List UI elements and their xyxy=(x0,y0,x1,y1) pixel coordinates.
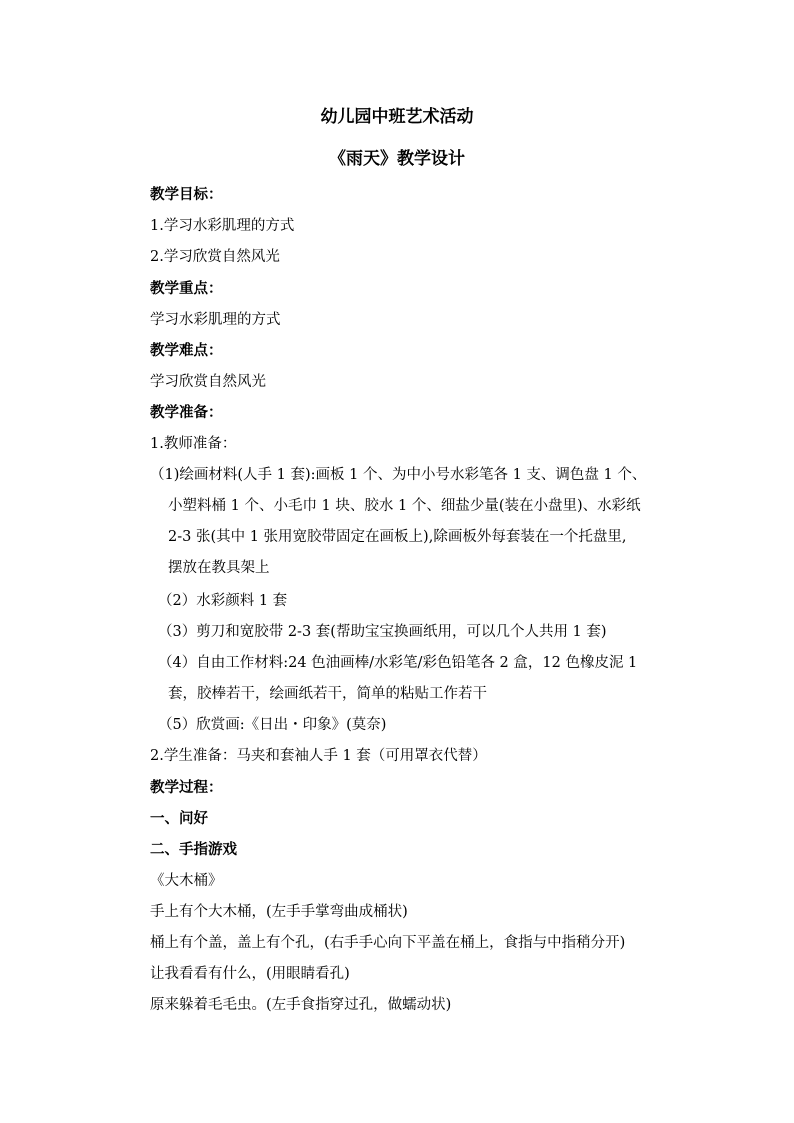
paragraph-line: 套，胶棒若干，绘画纸若干，简单的粘贴工作若干 xyxy=(168,686,487,702)
paragraph-line: 摆放在教具架上 xyxy=(168,560,270,576)
document-title: 幼儿园中班艺术活动 xyxy=(320,107,474,127)
paragraph-line: 手上有个大木桶，(左手手掌弯曲成桶状) xyxy=(150,904,408,920)
document-subtitle: 《雨天》教学设计 xyxy=(329,149,465,169)
paragraph-line: 1.学习水彩肌理的方式 xyxy=(150,218,295,234)
paragraph-line: 桶上有个盖，盖上有个孔，(右手手心向下平盖在桶上，食指与中指稍分开) xyxy=(150,935,626,951)
paragraph-line: （2）水彩颜料 1 套 xyxy=(158,593,288,609)
paragraph-line: 1.教师准备： xyxy=(150,436,237,452)
paragraph-line: 让我看看有什么，(用眼睛看孔) xyxy=(150,966,350,982)
paragraph-line: 2-3 张(其中 1 张用宽胶带固定在画板上),除画板外每套装在一个托盘里, xyxy=(168,529,627,545)
paragraph-line: （1)绘画材料(人手 1 套):画板 1 个、为中小号水彩笔各 1 支、调色盘 1 个、 xyxy=(150,467,647,483)
heading-key-points: 教学重点： xyxy=(150,280,223,297)
paragraph-line: （3）剪刀和宽胶带 2-3 套(帮助宝宝换画纸用，可以几个人共用 1 套) xyxy=(158,624,607,640)
heading-finger-game: 二、手指游戏 xyxy=(150,841,237,858)
paragraph-line: 学习欣赏自然风光 xyxy=(150,374,266,390)
paragraph-line: （5）欣赏画:《日出・印象》(莫奈) xyxy=(158,717,387,733)
heading-goals: 教学目标： xyxy=(150,186,223,203)
heading-process: 教学过程： xyxy=(150,779,223,796)
paragraph-line: 小塑料桶 1 个、小毛巾 1 块、胶水 1 个、细盐少量(装在小盘里)、水彩纸 xyxy=(168,498,641,514)
paragraph-line: 学习水彩肌理的方式 xyxy=(150,312,281,328)
heading-difficulties: 教学难点： xyxy=(150,342,223,359)
paragraph-line: 2.学生准备：马夹和套袖人手 1 套（可用罩衣代替） xyxy=(150,748,487,764)
paragraph-line: 《大木桶》 xyxy=(150,873,223,889)
paragraph-line: （4）自由工作材料:24 色油画棒/水彩笔/彩色铅笔各 2 盒，12 色橡皮泥 1 xyxy=(158,655,638,671)
heading-preparation: 教学准备： xyxy=(150,404,223,421)
paragraph-line: 2.学习欣赏自然风光 xyxy=(150,249,280,265)
heading-greeting: 一、问好 xyxy=(150,810,208,827)
paragraph-line: 原来躲着毛毛虫。(左手食指穿过孔，做蠕动状) xyxy=(150,997,452,1013)
